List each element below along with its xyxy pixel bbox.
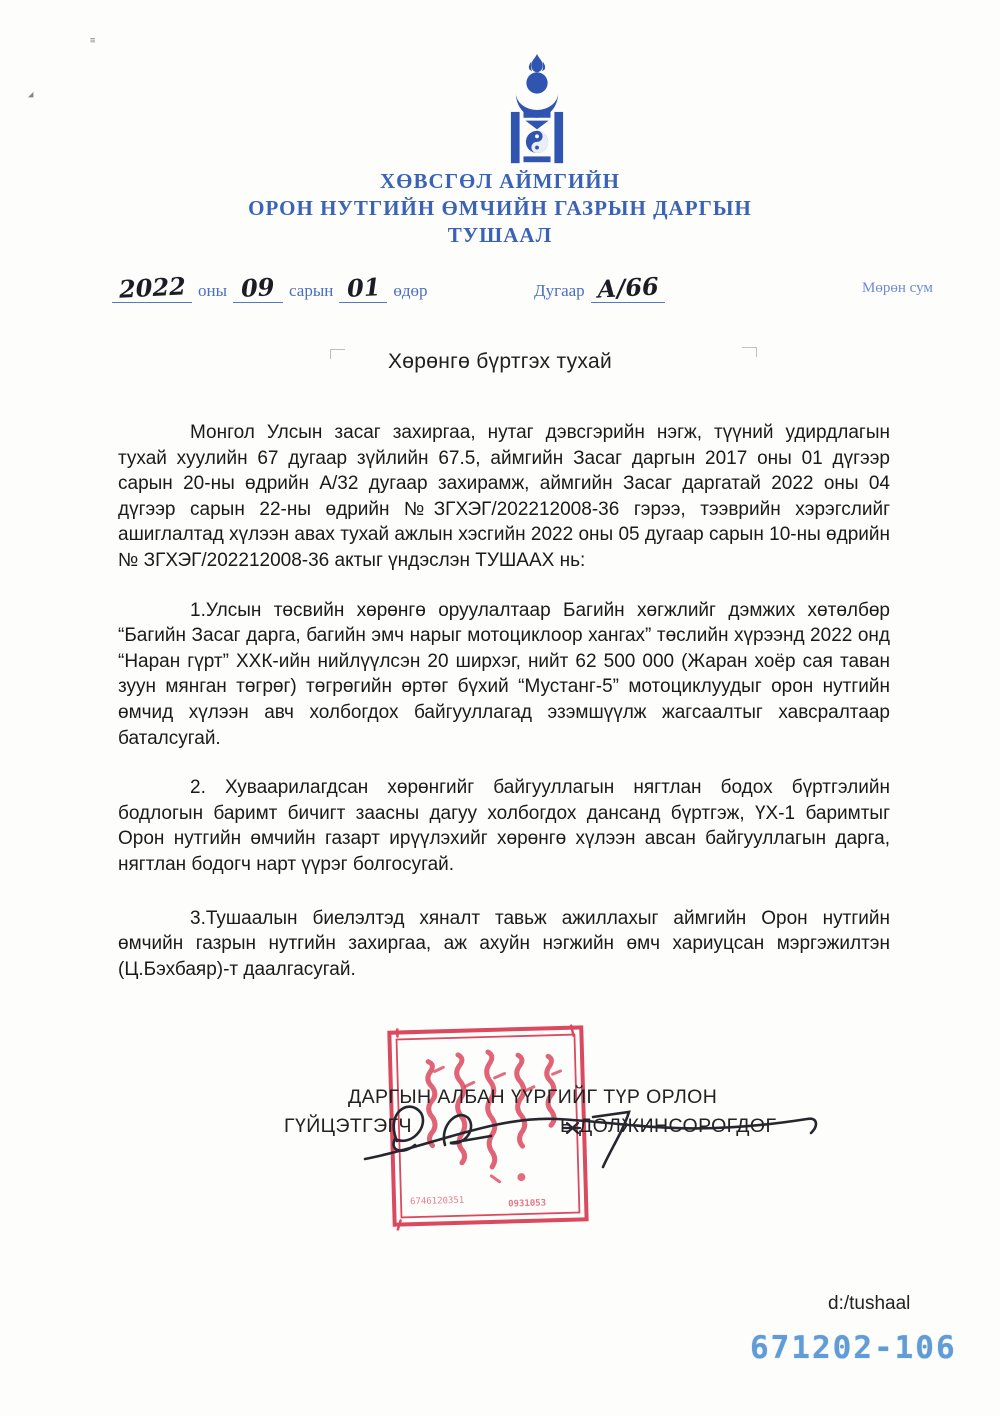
document-title: Хөрөнгө бүртгэх тухай: [388, 350, 612, 373]
org-line3: ТУШААЛ: [447, 223, 553, 247]
stamp-serial-left: 6746120351: [409, 1195, 465, 1208]
number-label: Дугаар: [534, 281, 585, 300]
year-value: 2022: [117, 271, 187, 304]
month-field: [233, 272, 283, 303]
signature-title-line2: ГҮЙЦЭТГЭГЧ: [284, 1115, 412, 1137]
scan-artifact: ◢: [28, 90, 34, 100]
org-line1: ХӨВСГӨЛ АЙМГИЙН: [380, 169, 620, 193]
day-field: [339, 272, 387, 303]
signer-name: Б.ДОЛЖИНСОРОГДОГ: [560, 1115, 777, 1137]
paragraph-3: 3.Тушаалын биелэлтэд хяналт тавьж ажиллахыг аймгийн Орон нутгийн өмчийн газрын нутгийн захиргаа, аж ахуйн нэгжийн өмч хариуцсан мэргэжилтэн (Ц.Бэхбаяр)-т даалгасугай.: [118, 907, 890, 980]
stamp-serial-right: 0931053: [508, 1198, 547, 1210]
intro-paragraph: Монгол Улсын засаг захиргаа, нутаг дэвсгэрийн нэгж, түүний удирдлагын тухай хуулийн 67 дугаар зүйлийн 67.5, аймгийн Засаг даргын 2017 оны 01 дүгээр сарын 20-ны өдрийн А/32 дугаар захирамж, аймгийн Засаг даргатай 2022 оны 04 дүгээр сарын 22-ны өдрийн №ЗГХЭГ/202212008-36 гэрээ, тээврийн хэрэгслийг ашиглалтад хүлээн авах тухай ажлын хэсгийн 2022 оны 05 дугаар сарын 10-ны өдрийн № ЗГХЭГ/202212008-36 актыг үндэслэн ТУШААХ нь:: [118, 422, 890, 571]
registration-stamp-number: 671202-106: [750, 1330, 957, 1366]
document-body: [118, 420, 890, 1006]
date-line: [0, 268, 1000, 312]
soyombo-emblem: [497, 52, 577, 168]
number-value: А/66: [596, 271, 660, 304]
number-field: [591, 271, 665, 304]
year-field: [112, 271, 192, 304]
paragraph-1: 1.Улсын төсвийн хөрөнгө оруулалтаар Багийн хөгжлийг дэмжих хөтөлбөр “Багийн Засаг дарга, багийн эмч нарыг мотоциклоор хангах” төслийн хүрээнд 2022 онд “Наран гүрт” ХХК-ийн нийлүүлсэн 20 ширхэг, нийт 62 500 000 (Жаран хоёр сая таван зуун мянган төгрөг) төгрөгийн өртөг бүхий “Мустанг-5” мотоциклуудыг орон нутгийн өмчид хүлээн авч холбогдох байгууллагад эзэмшүүлж жагсаалтыг хавсралтаар баталсугай.: [118, 599, 890, 749]
file-reference: d:/tushaal: [828, 1293, 911, 1314]
day-value: 01: [345, 272, 381, 303]
day-label: өдөр: [393, 281, 428, 300]
date-fields: [112, 271, 434, 304]
paragraph-2: 2. Хуваарилагдсан хөрөнгийг байгууллагын нягтлан бодох бүртгэлийн бодлогын баримт бичигт заасны дагуу холбогдох дансанд бүртгэж, ҮХ-1 баримтыг Орон нутгийн өмчийн газарт ирүүлэхийг хөрөнгө хүлээн авсан байгууллагын дарга, нягтлан бодогч нарт үүрэг болгосугай.: [118, 777, 890, 875]
month-value: 09: [240, 272, 276, 303]
signature-title-line1: ДАРГЫН АЛБАН ҮҮРГИЙГ ТҮР ОРЛОН: [348, 1086, 718, 1108]
location-label: Мөрөн сум: [862, 280, 933, 296]
number-field-group: [528, 271, 665, 304]
org-line2: ОРОН НУТГИЙН ӨМЧИЙН ГАЗРЫН ДАРГЫН: [248, 196, 752, 220]
month-label: сарын: [289, 281, 334, 300]
scan-artifact: ≡: [90, 36, 96, 46]
org-header: [0, 168, 1000, 249]
signature-ink: [345, 1083, 825, 1178]
year-label: оны: [198, 281, 228, 300]
